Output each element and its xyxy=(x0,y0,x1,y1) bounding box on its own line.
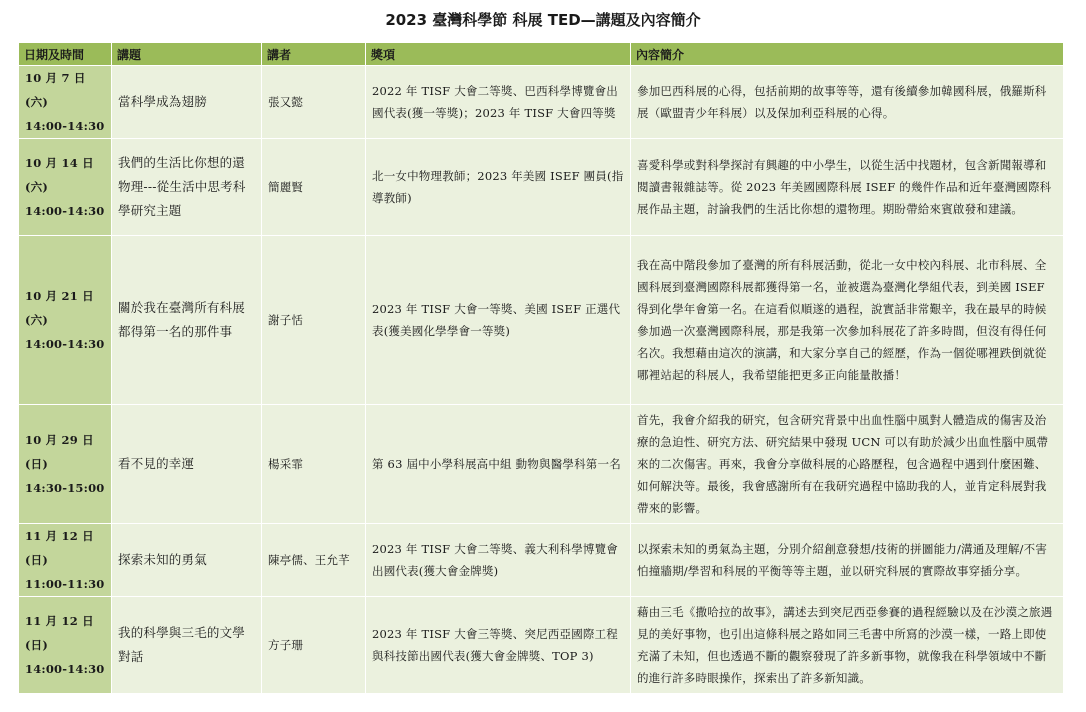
award-cell: 北一女中物理教師；2023 年美國 ISEF 團員(指導教師) xyxy=(366,139,631,236)
topic-cell: 看不見的幸運 xyxy=(112,405,262,524)
topic-cell: 當科學成為翅膀 xyxy=(112,66,262,139)
award-cell: 2023 年 TISF 大會一等獎、美國 ISEF 正選代表(獲美國化學學會一等獎) xyxy=(366,236,631,405)
table-row xyxy=(19,405,1064,524)
intro-cell: 我在高中階段參加了臺灣的所有科展活動，從北一女中校內科展、北市科展、全國科展到臺灣國際科展都獲得第一名，並被選為臺灣化學組代表，到美國 ISEF 得到化學年會第一名。在這看似順遂的過程，說實話非常艱辛，我在最早的時候參加過一次臺灣國際科展，那是我第一次參加科展花了許多時間，但沒有得任何名次。我想藉由這次的演講，和大家分享自己的經歷，作為一個從哪裡跌倒就從哪裡站起的科展人，我希望能把更多正向能量散播！ xyxy=(631,236,1064,405)
time-text: 14:00-14:30 xyxy=(25,662,105,676)
date-time-cell xyxy=(19,236,112,405)
date-text: 10 月 7 日(六) xyxy=(25,71,86,109)
award-cell: 2022 年 TISF 大會二等獎、巴西科學博覽會出國代表(獲一等獎)；2023 年 TISF 大會四等獎 xyxy=(366,66,631,139)
header-topic: 講題 xyxy=(112,43,262,66)
intro-cell: 參加巴西科展的心得，包括前期的故事等等，還有後續參加韓國科展，俄羅斯科展（歐盟青少年科展）以及保加利亞科展的心得。 xyxy=(631,66,1064,139)
date-text: 10 月 29 日(日) xyxy=(25,433,94,471)
schedule-table xyxy=(18,42,1064,694)
table-row xyxy=(19,597,1064,694)
date-text: 10 月 21 日(六) xyxy=(25,289,94,327)
header-speaker: 講者 xyxy=(262,43,366,66)
award-cell: 第 63 屆中小學科展高中組 動物與醫學科第一名 xyxy=(366,405,631,524)
date-time-cell xyxy=(19,66,112,139)
date-time-cell xyxy=(19,405,112,524)
speaker-cell: 簡麗賢 xyxy=(262,139,366,236)
speaker-cell: 張又懿 xyxy=(262,66,366,139)
date-text: 10 月 14 日(六) xyxy=(25,156,94,194)
header-award: 獎項 xyxy=(366,43,631,66)
time-text: 11:00-11:30 xyxy=(25,577,105,591)
date-text: 11 月 12 日(日) xyxy=(25,614,94,652)
intro-cell: 藉由三毛《撒哈拉的故事》，講述去到突尼西亞參賽的過程經驗以及在沙漠之旅遇見的美好事物，也引出這條科展之路如同三毛書中所寫的沙漠一樣，一路上即使充滿了未知，但也透過不斷的觀察發現了許多新事物，就像我在科學領域中不斷的進行許多時眼操作，探索出了許多新知識。 xyxy=(631,597,1064,694)
speaker-cell: 楊采霏 xyxy=(262,405,366,524)
intro-cell: 喜愛科學或對科學探討有興趣的中小學生，以從生活中找題材，包含新聞報導和閱讀書報雜誌等。從 2023 年美國國際科展 ISEF 的幾件作品和近年臺灣國際科展作品主題，討論我們的生活比你想的還物理。期盼帶給來賓啟發和建議。 xyxy=(631,139,1064,236)
table-row xyxy=(19,139,1064,236)
speaker-cell: 謝子恬 xyxy=(262,236,366,405)
table-row xyxy=(19,66,1064,139)
page-title: 2023 臺灣科學節 科展 TED—講題及內容簡介 xyxy=(385,11,701,29)
header-date-time: 日期及時間 xyxy=(19,43,112,66)
date-text: 11 月 12 日(日) xyxy=(25,529,94,567)
time-text: 14:00-14:30 xyxy=(25,119,105,133)
header-intro: 內容簡介 xyxy=(631,43,1064,66)
date-time-cell xyxy=(19,524,112,597)
date-time-cell xyxy=(19,139,112,236)
intro-cell: 首先，我會介紹我的研究，包含研究背景中出血性腦中風對人體造成的傷害及治療的急迫性、研究方法、研究結果中發現 UCN 可以有助於減少出血性腦中風帶來的二次傷害。再來，我會分享做科展的心路歷程，包含過程中遇到什麼困難、如何解決等。最後，我會感謝所有在我研究過程中協助我的人，並肯定科展對我帶來的影響。 xyxy=(631,405,1064,524)
time-text: 14:00-14:30 xyxy=(25,204,105,218)
table-row xyxy=(19,236,1064,405)
topic-cell: 探索未知的勇氣 xyxy=(112,524,262,597)
date-time-cell xyxy=(19,597,112,694)
speaker-cell: 方子珊 xyxy=(262,597,366,694)
speaker-cell: 陳亭儒、王允芊 xyxy=(262,524,366,597)
award-cell: 2023 年 TISF 大會二等獎、義大利科學博覽會出國代表(獲大會金牌獎) xyxy=(366,524,631,597)
topic-cell: 我們的生活比你想的還物理---從生活中思考科學研究主題 xyxy=(112,139,262,236)
table-row xyxy=(19,524,1064,597)
time-text: 14:30-15:00 xyxy=(25,481,105,495)
topic-cell: 我的科學與三毛的文學對話 xyxy=(112,597,262,694)
intro-cell: 以探索未知的勇氣為主題，分別介紹創意發想/技術的拼圖能力/溝通及理解/不害怕撞牆期/學習和科展的平衡等等主題，並以研究科展的實際故事穿插分享。 xyxy=(631,524,1064,597)
topic-cell: 關於我在臺灣所有科展都得第一名的那件事 xyxy=(112,236,262,405)
time-text: 14:00-14:30 xyxy=(25,337,105,351)
award-cell: 2023 年 TISF 大會三等獎、突尼西亞國際工程與科技節出國代表(獲大會金牌獎、TOP 3) xyxy=(366,597,631,694)
table-header-row xyxy=(19,43,1064,66)
